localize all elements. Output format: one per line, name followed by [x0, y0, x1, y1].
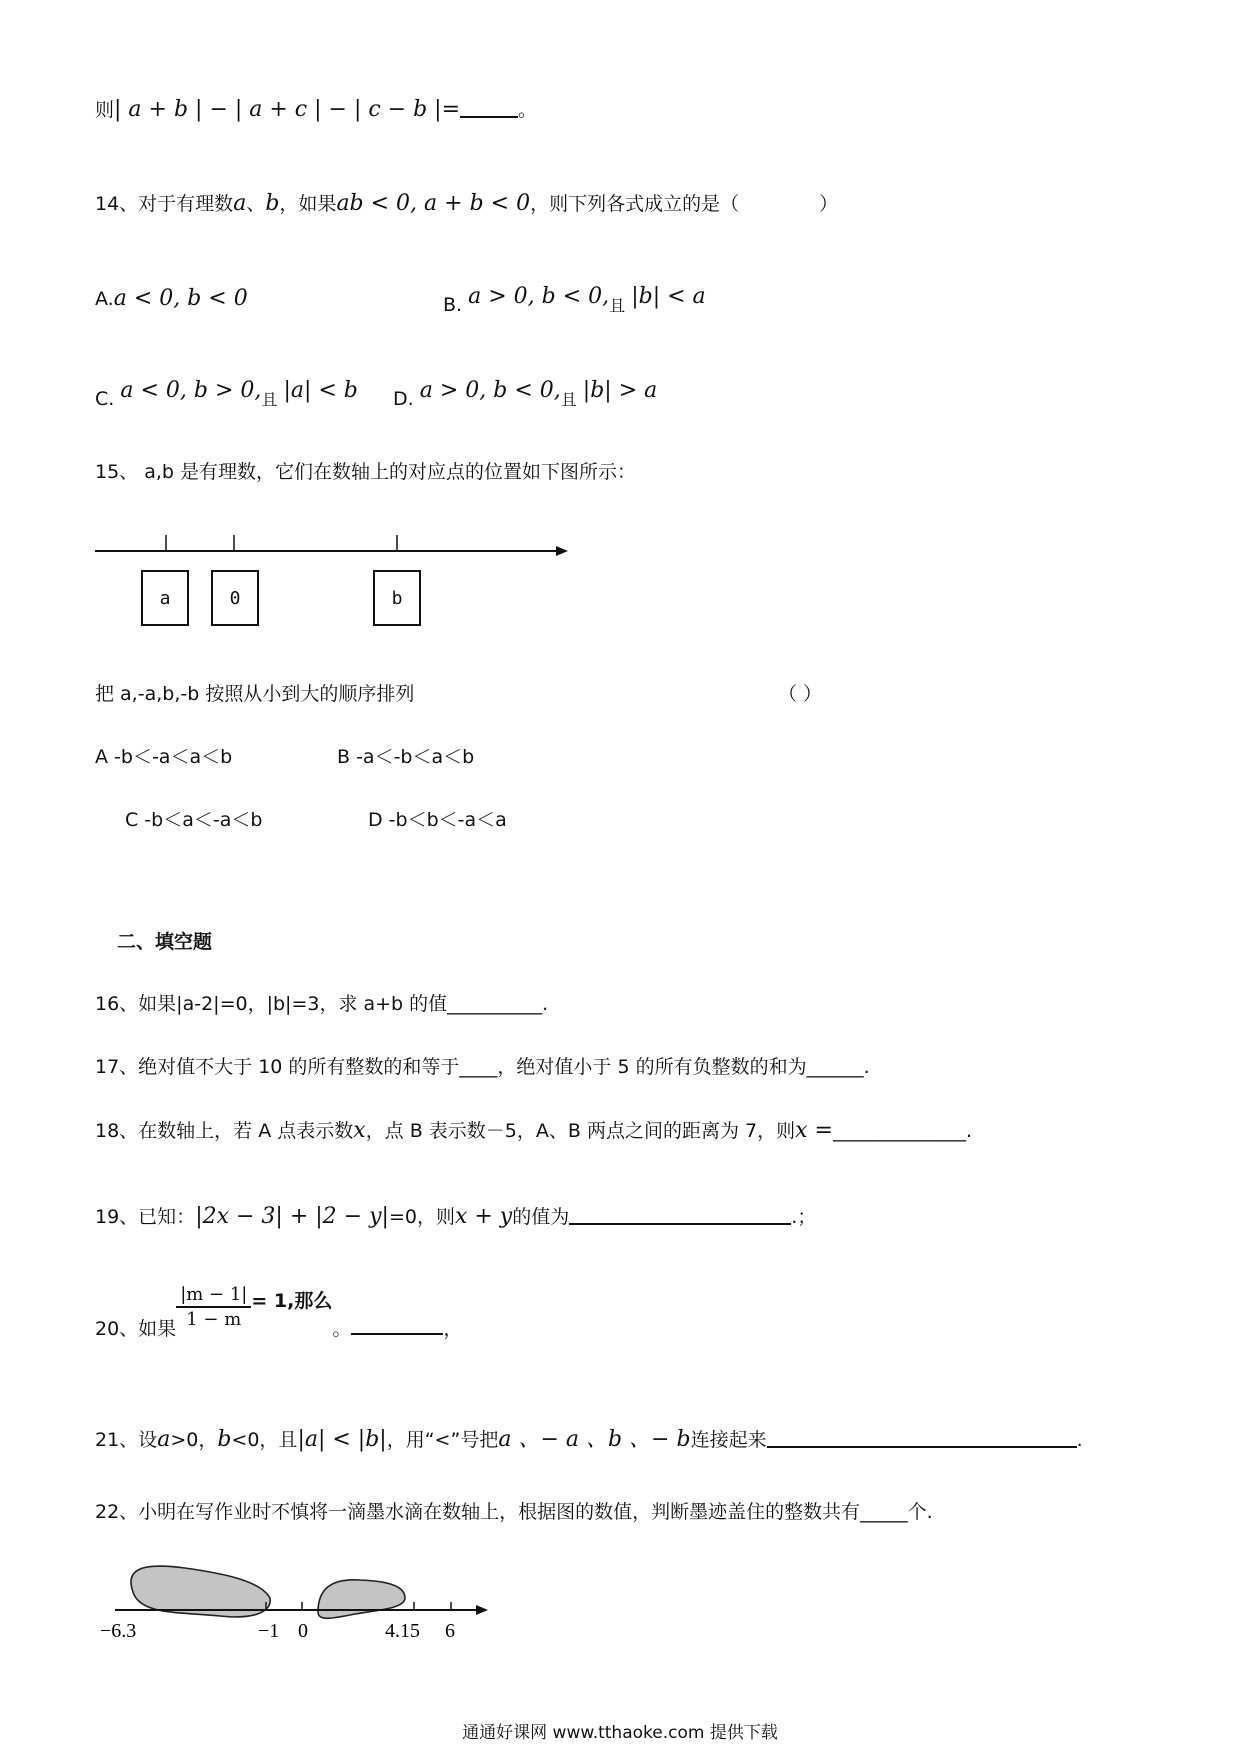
q15-option-d[interactable]: D -b＜b＜-a＜a [368, 809, 507, 831]
q17: 17、绝对值不大于 10 的所有整数的和等于____，绝对值小于 5 的所有负整数的和为______. [95, 1056, 870, 1078]
ink-blot-right [318, 1580, 405, 1618]
q13-tail: 则| a + b | − | a + c | − | c − b |= 。 [95, 97, 538, 122]
q19-expression: |2x − 3| + |2 − y| [195, 1204, 389, 1229]
axis-label: 6 [445, 1620, 455, 1640]
q14-option-c[interactable]: C. a < 0, $b > 0,_且$ |a| < b [95, 378, 358, 410]
q13-expression: | a + b | − | a + c | − | c − b |= [114, 97, 461, 122]
q14-stem: 14、对于有理数a、b，如果ab < 0, a + b < 0，则下列各式成立的是（ ） [95, 191, 839, 216]
label-box-0: 0 [211, 570, 259, 626]
answer-blank[interactable] [569, 1223, 791, 1225]
answer-blank[interactable] [460, 116, 518, 118]
q14-option-a[interactable]: A.a < 0, b < 0 [95, 286, 248, 311]
page-footer: 通通好课网 www.tthaoke.com 提供下载 [462, 1723, 778, 1743]
q21: 21、设a>0，b<0，且|a| < |b|，用“<”号把a 、− a 、b 、− b连接起来 . [95, 1427, 1083, 1452]
q18: 18、在数轴上，若 A 点表示数x，点 B 表示数－5，A、B 两点之间的距离为 7，则x =______________. [95, 1118, 972, 1143]
q15-option-c[interactable]: C -b＜a＜-a＜b [125, 809, 263, 831]
axis-label: 4.15 [385, 1620, 420, 1640]
q15-ask: 把 a,-a,b,-b 按照从小到大的顺序排列 [95, 683, 415, 705]
answer-blank[interactable] [767, 1446, 1077, 1448]
axis-label: −1 [258, 1620, 280, 1640]
q14-option-d[interactable]: D. a > 0, $b < 0,_且$ |b| > a [393, 378, 658, 410]
axis-label: 0 [298, 1620, 308, 1640]
axis-arrow-icon [476, 1605, 488, 1615]
q22: 22、小明在写作业时不慎将一滴墨水滴在数轴上，根据图的数值，判断墨迹盖住的整数共有_____个. [95, 1501, 933, 1523]
q16: 16、如果|a-2|=0，|b|=3，求 a+b 的值__________. [95, 993, 549, 1015]
label-box-a: a [141, 570, 189, 626]
q14-condition: ab < 0, a + b < 0 [336, 191, 531, 216]
q15-answer-paren[interactable]: （ ） [778, 683, 823, 705]
axis-arrow-icon [556, 546, 568, 556]
q15-stem: 15、 a,b 是有理数，它们在数轴上的对应点的位置如下图所示： [95, 461, 637, 483]
section-heading: 二、填空题 [117, 931, 213, 953]
answer-blank[interactable] [351, 1333, 443, 1335]
q20-fraction: $\frac{|m - 1|}{1 - m}$ [176, 1283, 251, 1332]
axis-label: −6.3 [100, 1620, 137, 1640]
q22-number-line [0, 1550, 1240, 1640]
q20: 20、如果 $\frac{|m - 1|}{1 - m}$ = 1,那么。 ， [95, 1284, 463, 1340]
q14-option-b[interactable]: B. a > 0, $b < 0,_且$ |b| < a [443, 284, 706, 316]
q15-option-a[interactable]: A -b＜-a＜a＜b [95, 746, 233, 768]
q19: 19、已知：|2x − 3| + |2 − y|=0，则x + y的值为 .； [95, 1204, 817, 1229]
q15-option-b[interactable]: B -a＜-b＜a＜b [337, 746, 475, 768]
label-box-b: b [373, 570, 421, 626]
